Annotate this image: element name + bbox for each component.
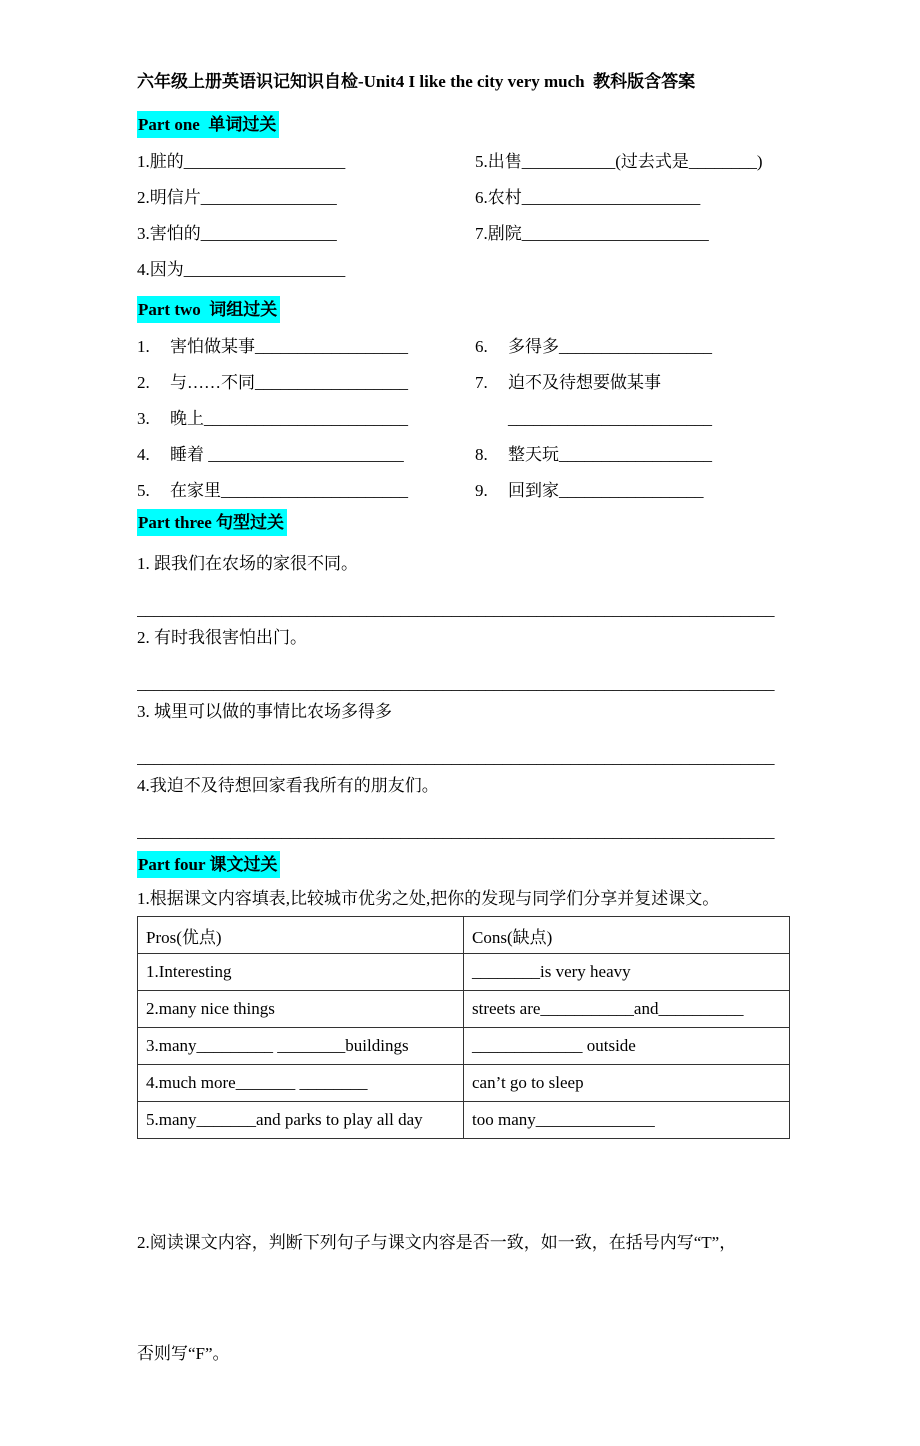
word-item: 2.明信片________________	[137, 188, 337, 207]
item-number: 6.	[475, 337, 488, 356]
answer-blank: ________________________	[508, 409, 712, 428]
table-row	[138, 1102, 790, 1139]
part-four-instruction: 1.根据课文内容填表,比较城市优劣之处,把你的发现与同学们分享并复述课文。	[137, 889, 720, 908]
answer-blank-line: ___________________________________________________________________________	[137, 674, 775, 693]
sentence-prompt: 3. 城里可以做的事情比农场多得多	[137, 702, 392, 721]
item-text: 害怕做某事__________________	[170, 337, 408, 356]
part-two-left-column	[137, 329, 475, 509]
answer-blank-line: ___________________________________________________________________________	[137, 600, 775, 619]
sentence-item	[137, 767, 795, 850]
word-item: 5.出售___________(过去式是________)	[475, 152, 763, 171]
item-number: 1.	[137, 337, 150, 356]
phrase-item	[475, 473, 795, 509]
table-row	[138, 1065, 790, 1102]
item-text: 晚上________________________	[170, 409, 408, 428]
item-number: 8.	[475, 445, 488, 464]
section-heading-part-three: Part three 句型过关	[137, 509, 287, 536]
cons-cell: streets are___________and__________	[464, 991, 790, 1028]
cons-cell: can’t go to sleep	[464, 1065, 790, 1102]
pros-cell: 3.many_________ ________buildings	[138, 1028, 464, 1065]
item-text: 迫不及待想要做某事	[508, 373, 661, 392]
pros-cell: 1.Interesting	[138, 954, 464, 991]
phrase-item	[475, 329, 795, 365]
item-text: 多得多__________________	[508, 337, 712, 356]
part-one-left-column	[137, 144, 475, 288]
item-number: 4.	[137, 445, 150, 464]
table-row	[138, 954, 790, 991]
phrase-item-blank-line	[475, 401, 795, 437]
item-text: 回到家_________________	[508, 481, 704, 500]
phrase-item	[137, 329, 475, 365]
table-header-row	[138, 917, 790, 954]
phrase-item	[137, 437, 475, 473]
sentence-item	[137, 693, 795, 776]
note-line-2: 否则写“F”。	[137, 1344, 230, 1363]
pros-cell: 5.many_______and parks to play all day	[138, 1102, 464, 1139]
part-four-note	[137, 1150, 795, 1446]
sentence-prompt: 4.我迫不及待想回家看我所有的朋友们。	[137, 776, 439, 795]
pros-cell: 2.many nice things	[138, 991, 464, 1028]
pros-cell: 4.much more_______ ________	[138, 1065, 464, 1102]
word-item: 4.因为___________________	[137, 260, 346, 279]
phrase-item	[137, 473, 475, 509]
part-two-phrase-list	[137, 329, 795, 509]
note-line-1: 2.阅读课文内容，判断下列句子与课文内容是否一致，如一致，在括号内写“T”，	[137, 1233, 737, 1252]
item-number: 5.	[137, 481, 150, 500]
sentence-item	[137, 545, 795, 628]
section-heading-part-four: Part four 课文过关	[137, 851, 280, 878]
cons-cell: too many______________	[464, 1102, 790, 1139]
cons-header-cell: Cons(缺点)	[464, 917, 790, 954]
cons-cell: ________is very heavy	[464, 954, 790, 991]
item-number: 3.	[137, 409, 150, 428]
item-number: 2.	[137, 373, 150, 392]
item-text: 整天玩__________________	[508, 445, 712, 464]
cons-cell: _____________ outside	[464, 1028, 790, 1065]
phrase-item	[475, 365, 795, 401]
pros-header-cell: Pros(优点)	[138, 917, 464, 954]
page-title: 六年级上册英语识记知识自检-Unit4 I like the city very much 教科版含答案	[137, 72, 696, 91]
section-heading-part-one: Part one 单词过关	[137, 111, 279, 138]
section-heading-part-two: Part two 词组过关	[137, 296, 280, 323]
answer-blank-line: ___________________________________________________________________________	[137, 822, 775, 841]
answer-blank-line: ___________________________________________________________________________	[137, 748, 775, 767]
phrase-item	[475, 437, 795, 473]
item-number: 9.	[475, 481, 488, 500]
table-row	[138, 991, 790, 1028]
phrase-item	[137, 401, 475, 437]
table-row	[138, 1028, 790, 1065]
part-one-right-column	[475, 144, 795, 288]
word-item: 3.害怕的________________	[137, 224, 337, 243]
item-text: 与……不同__________________	[170, 373, 408, 392]
item-text: 睡着 _______________________	[170, 445, 404, 464]
part-two-right-column	[475, 329, 795, 509]
pros-cons-table	[137, 916, 790, 1139]
part-one-word-list	[137, 144, 795, 288]
item-number: 7.	[475, 373, 488, 392]
sentence-item	[137, 619, 795, 702]
word-item: 6.农村_____________________	[475, 188, 701, 207]
sentence-prompt: 1. 跟我们在农场的家很不同。	[137, 554, 358, 573]
sentence-prompt: 2. 有时我很害怕出门。	[137, 628, 307, 647]
part-three-sentence-list	[137, 545, 795, 850]
item-text: 在家里______________________	[170, 481, 408, 500]
phrase-item	[137, 365, 475, 401]
word-item: 1.脏的___________________	[137, 152, 346, 171]
word-item: 7.剧院______________________	[475, 224, 709, 243]
